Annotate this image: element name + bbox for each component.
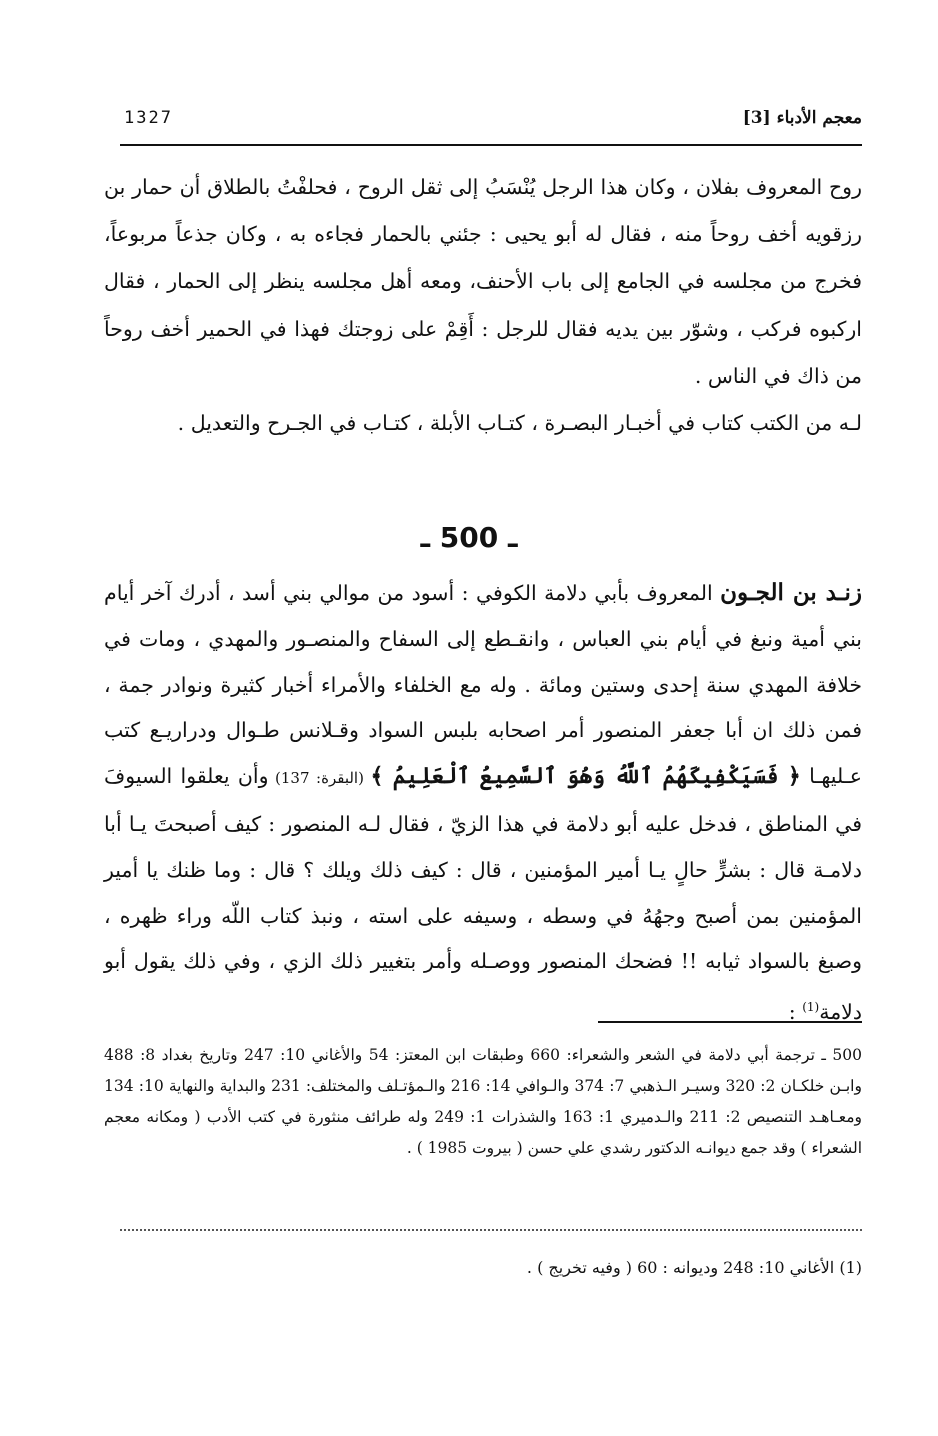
dotted-divider — [120, 1229, 862, 1231]
entry-text-end: : — [788, 1000, 803, 1024]
footnote-separator — [598, 1021, 862, 1023]
previous-entry-text — [104, 164, 862, 447]
page-header — [120, 100, 862, 146]
page-number: 1327 — [124, 108, 173, 128]
quran-verse: ﴿ فَسَيَكْفِيكَهُمُ ٱللَّهُ وَهُوَ ٱلسَّمِيعُ ٱلْعَلِيمُ ﴾ — [370, 763, 801, 790]
footnote-1-text: (1) الأغاني 10: 248 وديوانه : 60 ( وفيه تخريج ) . — [526, 1258, 862, 1277]
entry-text-part-a: المعروف بأبي دلامة الكوفي : أسود من موالي بني أسد ، أدرك آخر أيام بني أمية ونبغ في أيام بني العباس ، وانقـطع إلى السفاح والمنصـور والمهدي ، ومات في خلافة المهدي سنة إحدى وستين ومائة . وله مع الخلفاء والأمراء أخبار كثيرة ونوادر جمة ، فمن ذلك ان أبا جعفر المنصور أمر اصحابه بلبس السواد وقـلانس طـوال ودراريـع كتب عـليهـا — [104, 581, 862, 789]
entry-paragraph — [104, 570, 862, 1036]
entry-text-part-b: وأن يعلقوا السيوفَ في المناطق ، فدخل عليه أبو دلامة في هذا الزيّ ، فقال لـه المنصور : كيف أصبحتَ يـا أبا دلامـة قال : بشرٍّ حالٍ يـا أمير المؤمنين ، قال : كيف ذلك ويلك ؟ قال : وما ظنك يا أمير المؤمنين بمن أصبح وجهُهُ في وسطه ، وسيفه على استه ، ونبذ كتاب اللّه وراء ظهره ، وصبغ بالسواد ثيابه !! فضحك المنصور ووصـله وأمر بتغيير ذلك الزي ، وفي ذلك يقول أبو دلامة — [104, 764, 862, 1024]
entry-name: زنـد بن الجـون — [720, 579, 863, 606]
quran-citation: (البقرة: 137) — [268, 769, 371, 788]
entry-text — [104, 570, 862, 1036]
paragraph: روح المعروف بفلان ، وكان هذا الرجل يُنْسَبُ إلى ثقل الروح ، فحلفْتُ بالطلاق أن حمار بن رزقويه أخف روحاً منه ، فقال له أبو يحيى : جئني بالحمار فجاءه به ، وكان جذعاً مربوعاً، فخرج من مجلسه في الجامع إلى باب الأحنف، ومعه أهل مجلسه ينظر إلى الحمار ، فقال اركبوه فركب ، وشوّر بين يديه فقال للرجل : أَقِمْ على زوجتك فهذا في الحمير أخف روحاً من ذاك في الناس . — [104, 175, 862, 388]
footnote-marker: (1) — [802, 1000, 820, 1015]
footnote-1 — [104, 1253, 862, 1283]
sources-text: 500 ـ ترجمة أبي دلامة في الشعر والشعراء: 660 وطبقات ابن المعتز: 54 والأغاني 10: 247 وتاريخ بغداد 8: 488 وابـن خلكـان 2: 320 وسيـر الـذهبي 7: 374 والـوافي 14: 216 والـمؤتـلف والمختلف: 231 والبداية والنهاية 10: 134 ومعـاهـد التنصيص 2: 211 والـدميري 1: 163 والشذرات 1: 249 وله طرائف منثورة في كتب الأدب ( ومكانه معجم الشعراء ) وقد جمع ديوانـه الدكتور رشدي علي حسن ( بيروت 1985 ) . — [104, 1046, 863, 1157]
paragraph: لـه من الكتب كتاب في أخبـار البصـرة ، كتـاب الأبلة ، كتـاب في الجـرح والتعديل . — [177, 411, 862, 436]
sources-footnote — [104, 1040, 862, 1164]
running-title: معجم الأدباء [3] — [742, 108, 862, 128]
entry-number-heading: ـ 500 ـ — [420, 521, 518, 554]
